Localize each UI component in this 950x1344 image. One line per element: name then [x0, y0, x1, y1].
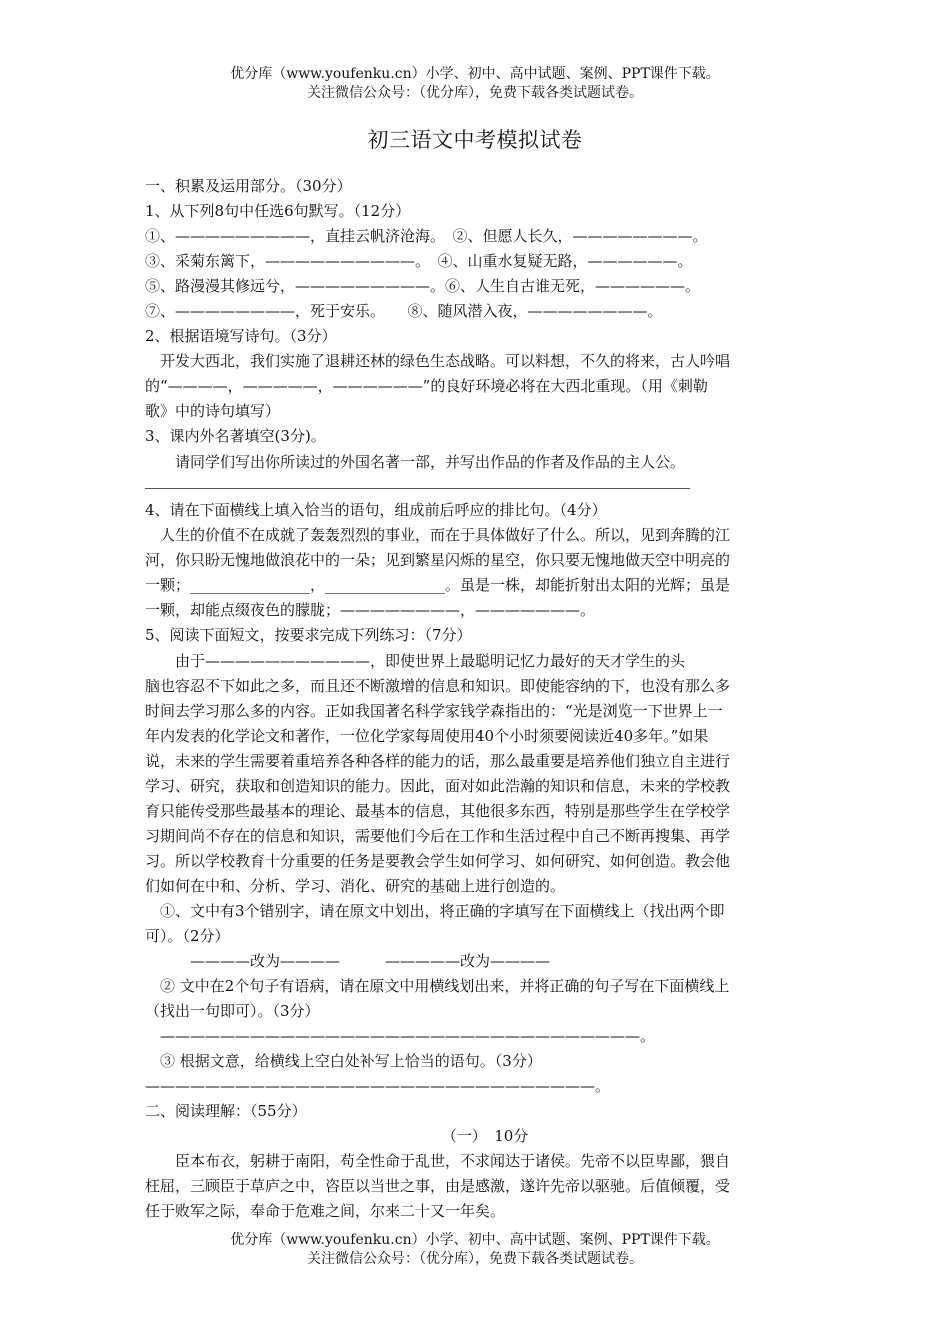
- paragraph-line: 河，你只盼无愧地做浪花中的一朵；见到繁星闪烁的星空，你只要无愧地做天空中明亮的: [145, 551, 731, 569]
- paragraph-line: 说，未来的学生需要着重培养各种各样的能力的话，那么最重要是培养他们独立自主进行: [145, 752, 731, 770]
- question-line: ①、文中有3个错别字，请在原文中划出，将正确的字填写在下面横线上（找出两个即: [145, 902, 725, 920]
- question-line: （找出一句即可）。（3分）: [145, 1002, 320, 1020]
- paragraph-line: 们如何在中和、分析、学习、消化、研究的基础上进行创造的。: [145, 877, 566, 895]
- paragraph-line: 请同学们写出你所读过的外国名著一部，并写出作品的作者及作品的主人公。: [145, 453, 686, 471]
- question-line: ③ 根据文意，给横线上空白处补写上恰当的语句。（3分）: [145, 1052, 542, 1070]
- paragraph-line: 年内发表的化学论文和著作，一位化学家每周使用40个小时须要阅读近40多年。”如果: [145, 727, 709, 745]
- question-line: ⑦、————————，死于安乐。 ⑧、随风潜入夜，————————。: [145, 302, 663, 320]
- footer-line-2: 关注微信公众号：（优分库），免费下载各类试题试卷。: [307, 1251, 643, 1267]
- section-heading: 一、积累及运用部分。（30分）: [145, 177, 352, 195]
- paragraph-line: 歌》中的诗句填写）: [145, 402, 281, 420]
- paragraph-line: 时间去学习那么多的内容。正如我国著名科学家钱学森指出的：“光是浏览一下世界上一: [145, 702, 723, 720]
- answer-rule: [145, 488, 690, 489]
- section-heading: 二、阅读理解：（55分）: [145, 1102, 307, 1120]
- answer-line: ——————————————————————————————。: [145, 1077, 611, 1095]
- paragraph-line: 脑也容忍不下如此之多，而且还不断激增的信息和知识。即使能容纳的下，也没有那么多: [145, 677, 731, 695]
- paragraph-line: 一颗，却能点缀夜色的朦胧；————————，———————。: [145, 601, 596, 619]
- question-line: 可）。（2分）: [145, 927, 230, 945]
- paragraph-line: 习期间尚不存在的信息和知识，需要他们今后在工作和生活过程中自己不断再搜集、再学: [145, 827, 731, 845]
- paragraph-line: 一颗；________________，________________。虽是一株，却能折射出太阳的光辉；虽是: [145, 576, 731, 594]
- question-line: 2、根据语境写诗句。（3分）: [145, 327, 337, 345]
- question-line: ①、—————————，直挂云帆济沧海。 ②、但愿人长久，————————。: [145, 227, 708, 245]
- question-line: ② 文中在2个句子有语病，请在原文中用横线划出来，并将正确的句子写在下面横线上: [145, 977, 730, 995]
- paragraph-line: 的“————，—————，——————”的良好环境必将在大西北重现。（用《刺勒: [145, 377, 708, 395]
- question-line: 5、阅读下面短文，按要求完成下列练习：（7分）: [145, 626, 472, 644]
- paragraph-line: 学习、研究，获取和创造知识的能力。因此，面对如此浩瀚的知识和信息，未来的学校教: [145, 777, 731, 795]
- answer-line: ————改为———— —————改为————: [145, 952, 551, 970]
- paragraph-line: 开发大西北，我们实施了退耕还林的绿色生态战略。可以料想，不久的将来，古人吟唱: [145, 352, 731, 370]
- paragraph-line: 人生的价值不在成就了轰轰烈烈的事业，而在于具体做好了什么。所以，见到奔腾的江: [145, 526, 731, 544]
- paragraph-line: 枉屈，三顾臣于草庐之中，咨臣以当世之事，由是感激，遂许先帝以驱驰。后值倾覆，受: [145, 1177, 731, 1195]
- paragraph-line: 习。所以学校教育十分重要的任务是要教会学生如何学习、如何研究、如何创造。教会他: [145, 852, 731, 870]
- question-line: ③、采菊东篱下，——————————。 ④、山重水复疑无路，——————。: [145, 252, 693, 270]
- footer-line-1: 优分库（www.youfenku.cn）小学、初中、高中试题、案例、PPT课件下载。: [230, 1232, 720, 1248]
- paragraph-line: 臣本布衣，躬耕于南阳，苟全性命于乱世，不求闻达于诸侯。先帝不以臣卑鄙，猥自: [145, 1152, 731, 1170]
- header-line-2: 关注微信公众号：（优分库），免费下载各类试题试卷。: [307, 85, 643, 101]
- paragraph-line: 由于———————————，即使世界上最聪明记忆力最好的天才学生的头: [145, 652, 686, 670]
- question-line: ⑤、路漫漫其修远兮，—————————。⑥、人生自古谁无死，——————。: [145, 277, 701, 295]
- question-line: 3、课内外名著填空(3分)。: [145, 427, 326, 445]
- question-line: 1、从下列8句中任选6句默写。（12分）: [145, 202, 411, 220]
- paragraph-line: 任于败军之际，奉命于危难之间，尔来二十又一年矣。: [145, 1202, 506, 1220]
- header-line-1: 优分库（www.youfenku.cn）小学、初中、高中试题、案例、PPT课件下载。: [230, 66, 720, 82]
- paragraph-line: 育只能传受那些最基本的理论、最基本的信息，其他很多东西，特别是那些学生在学校学: [145, 802, 731, 820]
- answer-line: ————————————————————————————————。: [145, 1027, 656, 1045]
- subsection-heading: （一） 10分: [441, 1127, 529, 1145]
- question-line: 4、请在下面横线上填入恰当的语句，组成前后呼应的排比句。（4分）: [145, 501, 607, 519]
- page-title: 初三语文中考模拟试卷: [367, 128, 583, 152]
